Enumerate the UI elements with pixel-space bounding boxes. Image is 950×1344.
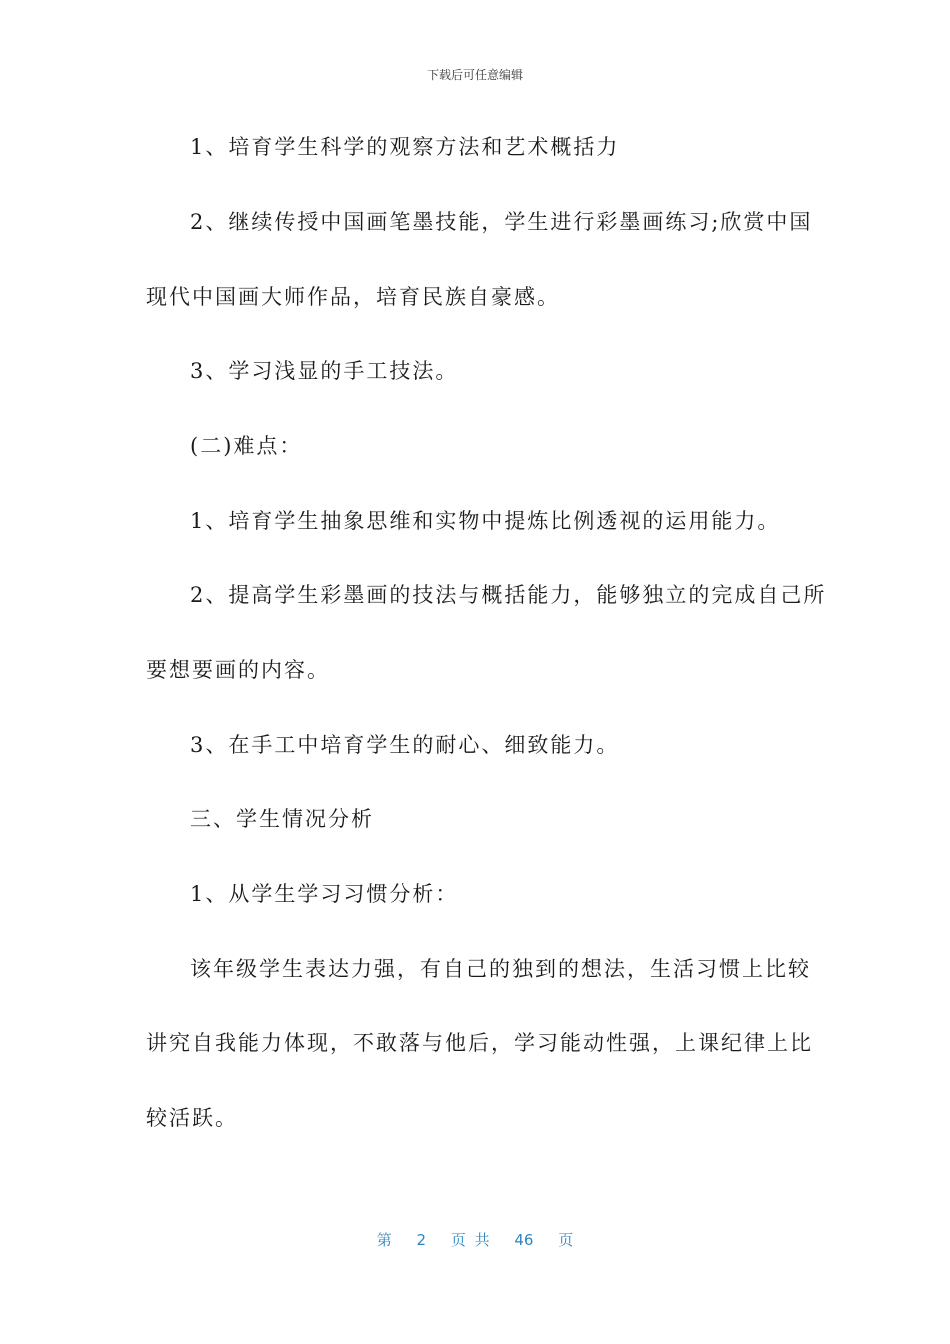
- footer-label-total: 页 共: [450, 1231, 490, 1249]
- paragraph-7: 3、在手工中培育学生的耐心、细致能力。: [190, 733, 620, 757]
- paragraph-5: 1、培育学生抽象思维和实物中提炼比例透视的运用能力。: [190, 509, 781, 533]
- paragraph-3: 3、学习浅显的手工技法。: [190, 359, 459, 383]
- paragraph-9: 1、从学生学习习惯分析：: [190, 882, 459, 906]
- footer-label-end: 页: [558, 1231, 574, 1249]
- paragraph-2-line-1: 2、继续传授中国画笔墨技能，学生进行彩墨画练习;欣赏中国: [190, 210, 813, 234]
- footer-total-pages: 46: [514, 1231, 534, 1249]
- paragraph-6-line-1: 2、提高学生彩墨画的技法与概括能力，能够独立的完成自己所: [190, 583, 827, 607]
- paragraph-10-line-3: 较活跃。: [146, 1106, 238, 1130]
- paragraph-6-line-2: 要想要画的内容。: [146, 658, 330, 682]
- paragraph-1: 1、培育学生科学的观察方法和艺术概括力: [190, 135, 620, 159]
- section-heading-student-analysis: 三、学生情况分析: [190, 807, 374, 831]
- paragraph-10-line-1: 该年级学生表达力强，有自己的独到的想法，生活习惯上比较: [190, 957, 811, 981]
- footer-label-page: 第: [376, 1231, 392, 1249]
- page-footer: [0, 1229, 950, 1250]
- page-header: 下载后可任意编辑: [426, 68, 523, 82]
- paragraph-10-line-2: 讲究自我能力体现，不敢落与他后，学习能动性强，上课纪律上比: [146, 1031, 813, 1055]
- paragraph-2-line-2: 现代中国画大师作品，培育民族自豪感。: [146, 285, 560, 309]
- section-heading-difficulties: (二)难点：: [190, 434, 303, 458]
- footer-current-page: 2: [416, 1231, 427, 1249]
